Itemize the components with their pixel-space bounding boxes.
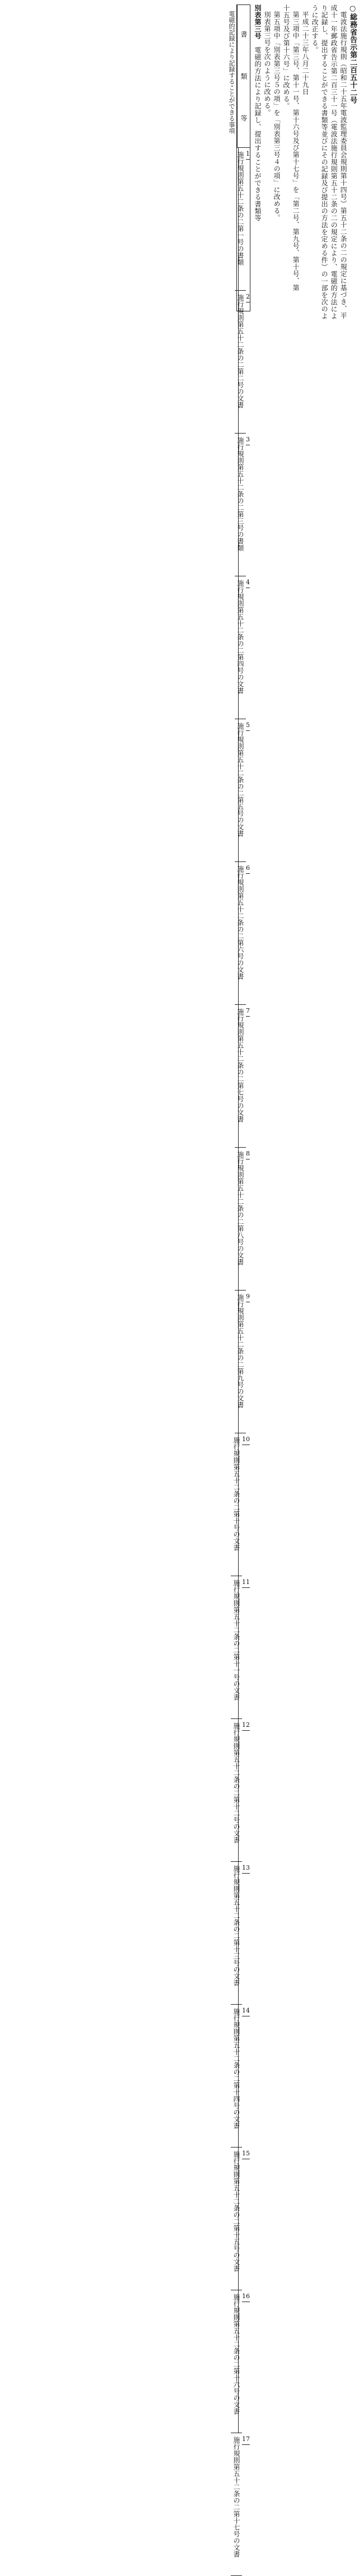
amend-line-4: 別表第三号を次のように改める。 (263, 11, 271, 117)
header-doc-cell (238, 5, 250, 148)
amend-line-1: 第三項中「第三号、第十一号、第十六号及び第十七号」を「第二号、第九号、第十号、第 (292, 11, 300, 291)
table-row (232, 1433, 250, 1576)
table-row (232, 2005, 250, 2148)
row-doc: 施行規則第五十二条の二第十号の文書 (231, 1433, 242, 1576)
row-num: 10 (242, 1433, 250, 1445)
row-num: 5 (246, 719, 250, 731)
notice-date: 平成二十三年八月二十九日 (301, 11, 309, 95)
table-row (238, 1291, 250, 1433)
table-row (232, 1719, 250, 1862)
document-table (228, 4, 250, 2558)
body-line-1: 電波法施行規則（昭和二十五年電波監理委員会規則第十四号）第五十二条の二の規定に基づき、平 (339, 11, 347, 319)
row-doc: 施行規則第五十二条の二第十五号の文書 (231, 2148, 242, 2290)
row-num: 6 (246, 862, 250, 874)
row-doc: 施行規則第五十二条の二第八号の文書 (235, 1148, 246, 1291)
table-row (238, 148, 250, 291)
row-num: 7 (246, 1005, 250, 1017)
row-num: 15 (242, 2148, 250, 2159)
row-doc: 施行規則第五十二条の二第一号の書類 (235, 148, 246, 291)
row-num: 17 (242, 2433, 250, 2445)
row-doc: 施行規則第五十二条の二第十七号の文書 (231, 2433, 242, 2576)
header-doc-char: 書 (240, 30, 248, 38)
table-header (228, 5, 250, 148)
row-num: 3 (246, 434, 250, 445)
table-row (232, 2290, 250, 2433)
row-num: 11 (242, 1576, 250, 1588)
row-doc: 施行規則第五十二条の二第十四号の文書 (231, 2005, 242, 2148)
row-doc: 施行規則第五十二条の二第七号の文書 (235, 1005, 246, 1148)
row-doc: 施行規則第五十二条の二第二号の文書 (235, 291, 246, 434)
row-num: 14 (242, 2005, 250, 2016)
row-num: 2 (246, 291, 250, 302)
row-doc: 施行規則第五十二条の二第十六号の文書 (231, 2290, 242, 2433)
table-body (232, 291, 250, 2576)
table-row (238, 434, 250, 576)
notice-title: ○総務省告示第二百五十二号 (348, 4, 357, 104)
body-line-4: うに改正する。 (311, 4, 319, 54)
row-doc: 施行規則第五十二条の二第五号の文書 (235, 719, 246, 862)
row-doc: 施行規則第五十二条の二第六号の文書 (235, 862, 246, 1005)
table-grid (228, 5, 250, 2558)
header-doc-char: 等 (240, 115, 248, 122)
row-num: 16 (242, 2290, 250, 2302)
row-doc: 施行規則第五十二条の二第三号の書類 (235, 434, 246, 576)
row-columns (232, 291, 250, 2576)
row-doc: 施行規則第五十二条の二第十一号の文書 (231, 1576, 242, 1719)
row-num: 9 (246, 1291, 250, 1302)
row-num: 12 (242, 1719, 250, 1731)
header-item-cell: 電磁的記録により記録することができる事項 (228, 11, 235, 134)
table-row (232, 1576, 250, 1719)
row-doc: 施行規則第五十二条の二第十三号の文書 (231, 1862, 242, 2005)
body-line-3: り記録し、提出することができる書類等並びにその記録及び提出の方法を定める件）の一部を次のよ (320, 4, 328, 320)
table-subtitle: 電磁的方法により記録し、提出することができる書類等 (254, 46, 262, 222)
table-row (238, 1005, 250, 1148)
header-doc-char: 類 (240, 72, 248, 80)
amend-line-3: 第五項中「別表第三号５の項」を「別表第三号４の項」に改める。 (273, 11, 281, 221)
table-body-inner (232, 291, 250, 2576)
row-num: 13 (242, 1862, 250, 1874)
row-num: 8 (246, 1148, 250, 1159)
row-num: 4 (246, 576, 250, 588)
row-num: 1 (246, 148, 250, 160)
table-row (238, 1148, 250, 1291)
table-row (238, 719, 250, 862)
table-caption (253, 4, 262, 310)
row-doc: 施行規則第五十二条の二第九号の文書 (235, 1291, 246, 1433)
table-row (232, 2433, 250, 2576)
row-doc: 施行規則第五十二条の二第十二号の文書 (231, 1719, 242, 1862)
table-row (232, 1862, 250, 2005)
table-row (232, 2148, 250, 2290)
table-title: 別表第三号 (254, 4, 262, 40)
amend-line-2: 十五号及び第十六号」に改める。 (282, 4, 290, 110)
table-row (238, 291, 250, 434)
body-line-2: 成十一年郵政省告示第二百三十一号（電波法施行規則第五十二条の二の規定により、電磁的方法によ (330, 4, 338, 320)
table-row (238, 576, 250, 719)
row-doc: 施行規則第五十二条の二第四号の文書 (235, 576, 246, 719)
table-row (238, 862, 250, 1005)
